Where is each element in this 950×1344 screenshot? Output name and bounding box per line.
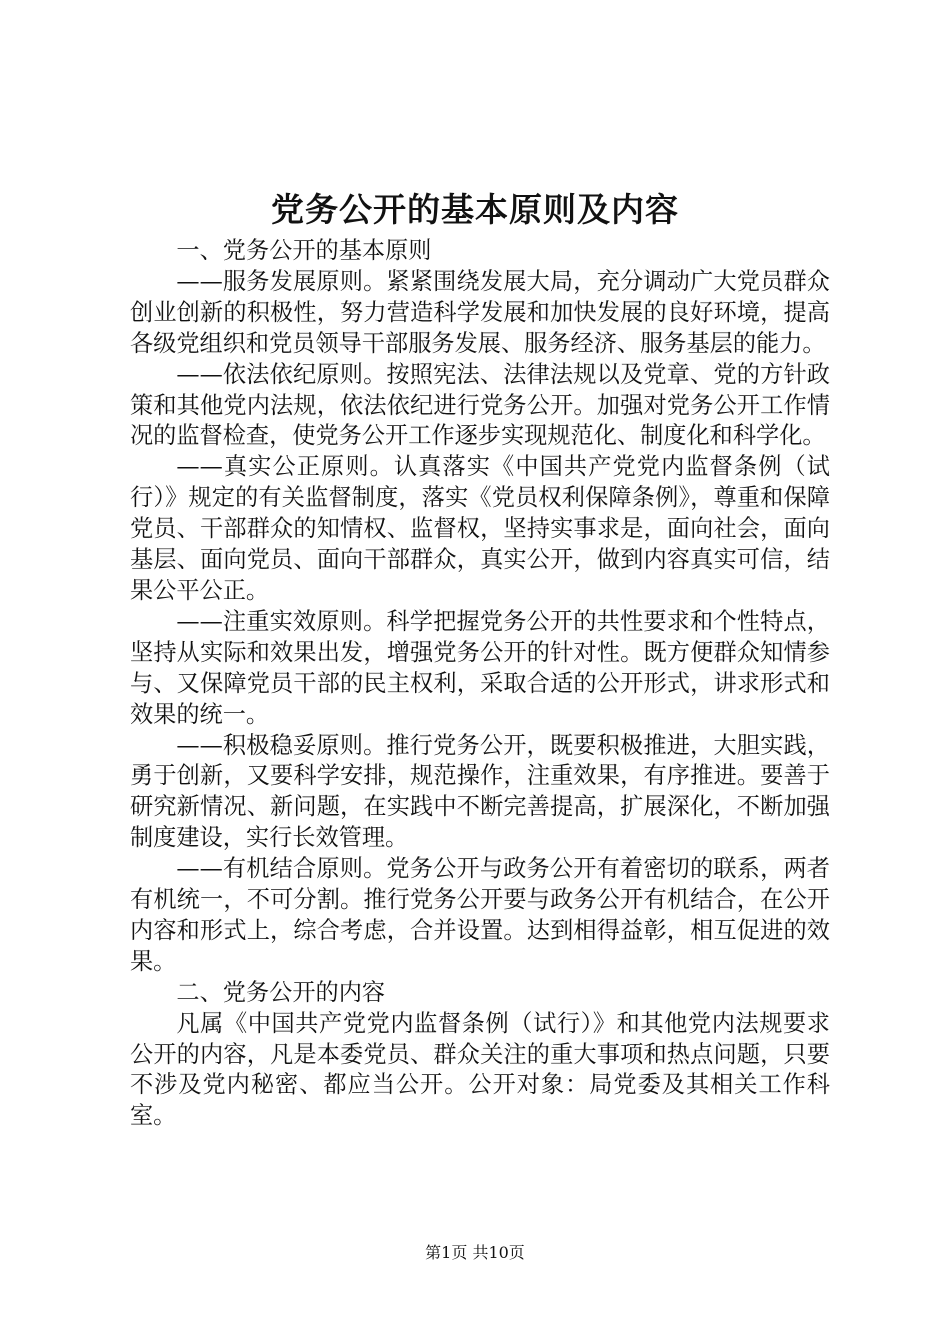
section-heading-content: 二、党务公开的内容 [176, 978, 386, 1006]
paragraph-practical-effect: ——注重实效原则。科学把握党务公开的共性要求和个性特点，坚持从实际和效果出发，增强党务公开的针对性。既方便群众知情参与、又保障党员干部的民主权利，采取合适的公开形式，讲求形式和效果的统一。 [130, 607, 830, 728]
paragraph-law-discipline: ——依法依纪原则。按照宪法、法律法规以及党章、党的方针政策和其他党内法规，依法依纪进行党务公开。加强对党务公开工作情况的监督检查，使党务公开工作逐步实现规范化、制度化和科学化。 [130, 360, 830, 450]
document-title: 党务公开的基本原则及内容 [271, 190, 679, 229]
paragraph-content-scope: 凡属《中国共产党党内监督条例（试行）》和其他党内法规要求公开的内容，凡是本委党员、群众关注的重大事项和热点问题，只要不涉及党内秘密、都应当公开。公开对象：局党委及其相关工作科室。 [130, 1009, 830, 1130]
paragraph-truth-fairness: ——真实公正原则。认真落实《中国共产党党内监督条例（试行）》规定的有关监督制度，落实《党员权利保障条例》，尊重和保障党员、干部群众的知情权、监督权，坚持实事求是，面向社会，面向基层、面向党员、面向干部群众，真实公开，做到内容真实可信，结果公平公正。 [130, 453, 830, 604]
paragraph-active-steady: ——积极稳妥原则。推行党务公开，既要积极推进，大胆实践，勇于创新，又要科学安排，规范操作，注重效果，有序推进。要善于研究新情况、新问题，在实践中不断完善提高，扩展深化，不断加强制度建设，实行长效管理。 [130, 731, 830, 852]
paragraph-organic-combination: ——有机结合原则。党务公开与政务公开有着密切的联系，两者有机统一，不可分割。推行党务公开要与政务公开有机结合，在公开内容和形式上，综合考虑，合并设置。达到相得益彰，相互促进的效果。 [130, 855, 830, 975]
document-body [130, 236, 830, 1132]
section-heading-principles: 一、党务公开的基本原则 [176, 237, 432, 264]
paragraph-service-development: ——服务发展原则。紧紧围绕发展大局，充分调动广大党员群众创业创新的积极性，努力营造科学发展和加快发展的良好环境，提高各级党组织和党员领导干部服务发展、服务经济、服务基层的能力。 [130, 267, 830, 357]
page-number-footer: 第1页 共10页 [425, 1243, 525, 1262]
